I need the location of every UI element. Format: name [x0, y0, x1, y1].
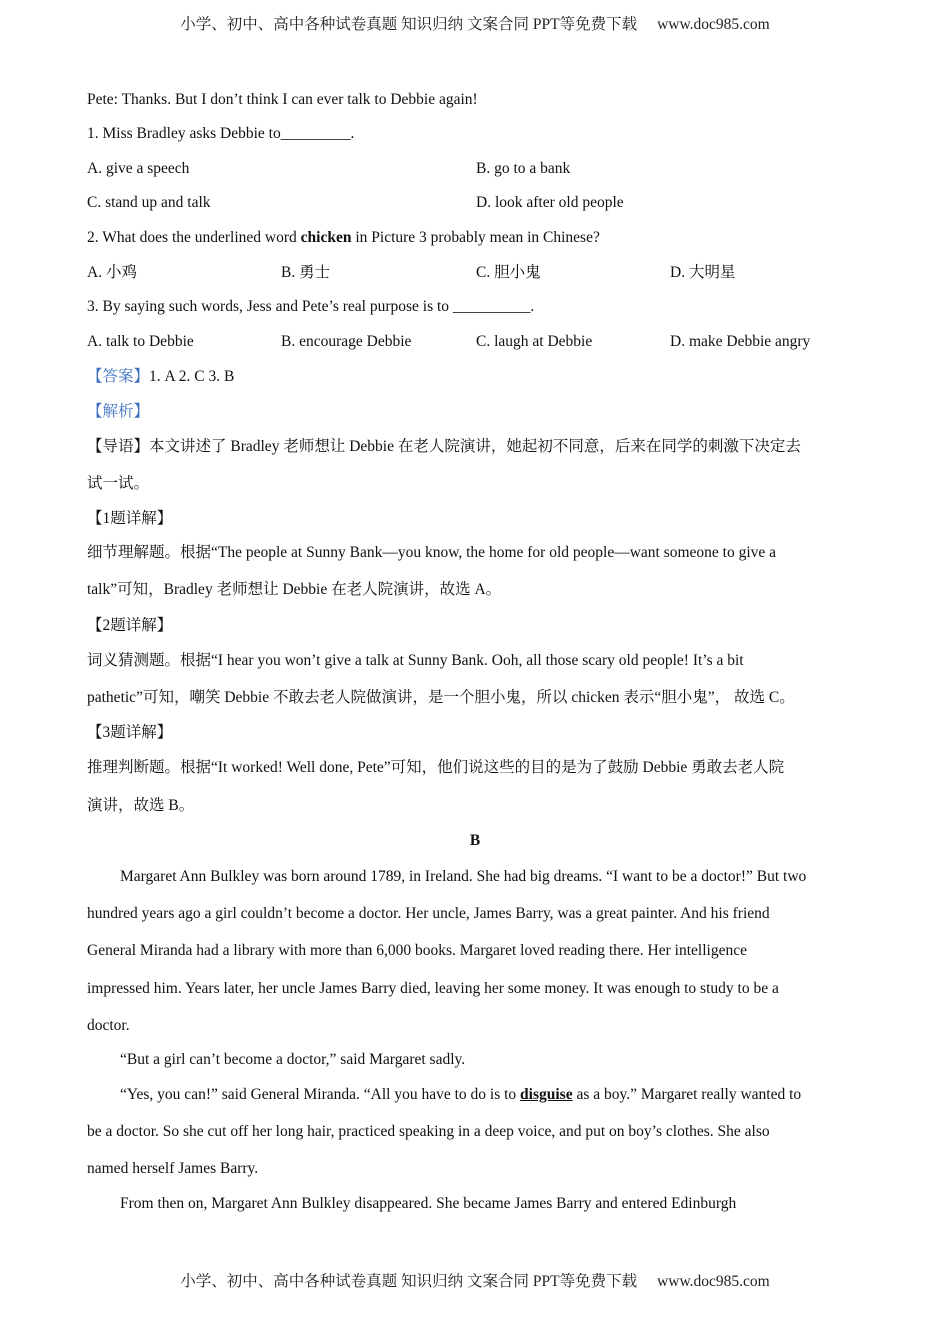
- q2-keyword: chicken: [300, 229, 352, 246]
- detail-2-line-1: 词义猜测题。根据“I hear you won’t give a talk at Sunny Bank. Ooh, all those scary old people! It’s a bit: [87, 652, 744, 669]
- header-text: 小学、初中、高中各种试卷真题 知识归纳 文案合同 PPT等免费下载: [180, 16, 638, 33]
- q2-option-c: C. 胆小鬼: [476, 264, 541, 281]
- page-footer: [0, 1269, 950, 1291]
- q2-text-post: in Picture 3 probably mean in Chinese?: [351, 229, 600, 246]
- para-3-text-post: as a boy.” Margaret really wanted to: [572, 1086, 802, 1103]
- passage-para-2: “But a girl can’t become a doctor,” said Margaret sadly.: [120, 1051, 466, 1068]
- detail-1-line-2: talk”可知，Bradley 老师想让 Debbie 在老人院演讲，故选 A。: [87, 581, 502, 598]
- detail-3-line-1: 推理判断题。根据“It worked! Well done, Pete”可知，他们说这些的目的是为了鼓励 Debbie 勇敢去老人院: [87, 759, 785, 776]
- passage-para-1-line-3: General Miranda had a library with more than 6,000 books. Margaret loved reading there. Her intelligence: [87, 942, 747, 959]
- passage-para-3-line-2: be a doctor. So she cut off her long hair, practiced speaking in a deep voice, and put on boy’s clothes. She also: [87, 1123, 770, 1140]
- q2-option-d: D. 大明星: [670, 264, 736, 281]
- guide-line-2: 试一试。: [87, 475, 150, 492]
- q1-option-b: B. go to a bank: [476, 160, 571, 177]
- q1-option-c: C. stand up and talk: [87, 194, 211, 211]
- page-header: [0, 12, 950, 34]
- passage-para-1-line-2: hundred years ago a girl couldn’t become a doctor. Her uncle, James Barry, was a great painter. And his friend: [87, 905, 770, 922]
- q3-option-a: A. talk to Debbie: [87, 333, 194, 350]
- q2-option-a: A. 小鸡: [87, 264, 137, 281]
- q2-option-b: B. 勇士: [281, 264, 331, 281]
- question-3: 3. By saying such words, Jess and Pete’s real purpose is to __________.: [87, 298, 535, 315]
- footer-text: 小学、初中、高中各种试卷真题 知识归纳 文案合同 PPT等免费下载: [180, 1273, 638, 1290]
- passage-para-3-line-1: [120, 1085, 801, 1105]
- passage-para-3-line-3: named herself James Barry.: [87, 1160, 259, 1177]
- q2-text-pre: 2. What does the underlined word: [87, 229, 301, 246]
- passage-para-1-line-5: doctor.: [87, 1017, 130, 1034]
- dialogue-line: Pete: Thanks. But I don’t think I can ever talk to Debbie again!: [87, 91, 478, 108]
- answer-label: 【答案】: [87, 368, 150, 385]
- detail-3-line-2: 演讲，故选 B。: [87, 797, 195, 814]
- q3-option-d: D. make Debbie angry: [670, 333, 811, 350]
- question-2: [87, 228, 600, 248]
- underlined-word-disguise: disguise: [520, 1086, 573, 1103]
- guide-line-1: 【导语】本文讲述了 Bradley 老师想让 Debbie 在老人院演讲，她起初不同意，后来在同学的刺激下决定去: [87, 438, 801, 455]
- analysis-label: 【解析】: [87, 403, 150, 420]
- answer-text: 1. A 2. C 3. B: [149, 368, 235, 385]
- q3-option-b: B. encourage Debbie: [281, 333, 412, 350]
- question-1: 1. Miss Bradley asks Debbie to_________.: [87, 125, 355, 142]
- detail-1-line-1: 细节理解题。根据“The people at Sunny Bank—you know, the home for old people—want someone to give a: [87, 544, 777, 561]
- detail-2-line-2: pathetic”可知，嘲笑 Debbie 不敢去老人院做演讲，是一个胆小鬼，所以 chicken 表示“胆小鬼”， 故选 C。: [87, 689, 795, 706]
- answer-line: [87, 367, 234, 387]
- detail-2-title: 【2题详解】: [87, 617, 173, 634]
- passage-para-1-line-4: impressed him. Years later, her uncle James Barry died, leaving her some money. It was enough to study to be a: [87, 980, 779, 997]
- para-3-text-pre: “Yes, you can!” said General Miranda. “All you have to do is to: [120, 1086, 521, 1103]
- footer-site-link[interactable]: www.doc985.com: [657, 1273, 770, 1290]
- detail-1-title: 【1题详解】: [87, 510, 173, 527]
- q1-option-d: D. look after old people: [476, 194, 624, 211]
- q3-option-c: C. laugh at Debbie: [476, 333, 593, 350]
- q1-option-a: A. give a speech: [87, 160, 190, 177]
- passage-para-4: From then on, Margaret Ann Bulkley disappeared. She became James Barry and entered Edinburgh: [120, 1195, 737, 1212]
- detail-3-title: 【3题详解】: [87, 724, 173, 741]
- passage-para-1-line-1: Margaret Ann Bulkley was born around 1789, in Ireland. She had big dreams. “I want to be a doctor!” But two: [120, 868, 807, 885]
- header-site-link[interactable]: www.doc985.com: [657, 16, 770, 33]
- section-heading-b: B: [469, 832, 481, 849]
